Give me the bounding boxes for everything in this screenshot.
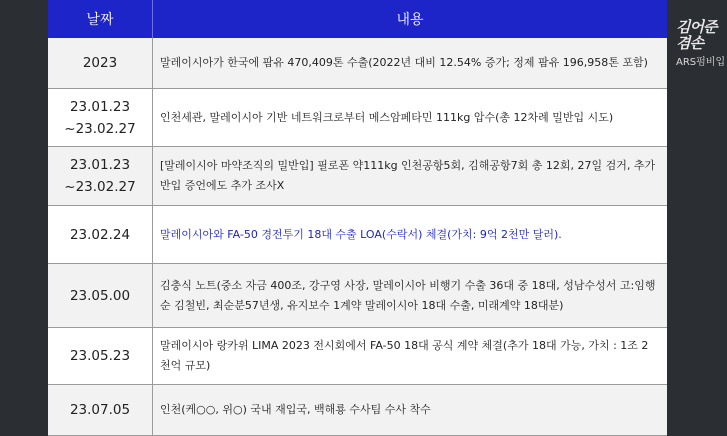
channel-logo — [676, 20, 726, 70]
table-row — [48, 38, 667, 89]
table-row — [48, 328, 667, 385]
row-content: 말레이시아와 FA-50 경전투기 18대 수출 LOA(수락서) 체결(가치: 9억 2천만 달러). — [160, 227, 562, 241]
row-date: 23.02.24 — [48, 206, 153, 263]
table-row — [48, 385, 667, 436]
row-content: 말레이시아 랑카위 LIMA 2023 전시회에서 FA-50 18대 공식 계약 체결(추가 18대 가능, 가치 : 1조 2천억 규모) — [160, 339, 649, 372]
row-date: 23.05.23 — [48, 328, 153, 384]
timeline-table — [48, 0, 667, 436]
table-row — [48, 89, 667, 147]
left-background — [0, 0, 48, 436]
logo-line1: 김어준 — [676, 18, 717, 36]
logo-sub: ARS펌비입 — [676, 57, 726, 68]
row-content: [말레이시아 마약조직의 밀반입] 필로폰 약111kg 인천공항5회, 김해공항7회 총 12회, 27일 검거, 추가 반입 증언에도 추가 조사X — [160, 159, 656, 192]
row-content: 인천세관, 말레이시아 기반 네트워크로부터 메스암페타민 111kg 압수(총 12차례 밀반입 시도) — [160, 110, 614, 124]
row-date: 2023 — [48, 38, 153, 88]
table-header — [48, 0, 667, 38]
row-date: 23.05.00 — [48, 264, 153, 327]
table-row — [48, 264, 667, 328]
row-date: 23.07.05 — [48, 385, 153, 435]
row-date: 23.01.23 ~23.02.27 — [48, 147, 153, 205]
header-content: 내용 — [396, 12, 424, 28]
table-row — [48, 206, 667, 264]
row-date: 23.01.23 ~23.02.27 — [48, 89, 153, 146]
row-content: 말레이시아가 한국에 팜유 470,409톤 수출(2022년 대비 12.54% 증가; 정제 팜유 196,958톤 포함) — [160, 56, 648, 69]
row-content: 김충식 노트(중소 자금 400조, 강구영 사장, 말레이시아 비행기 수출 36대 중 18대, 성남수성서 고:임행순 김철빈, 최순분57년생, 유지보수 1계약 말레이시아 18대 수출, 미래계약 18대분) — [160, 278, 656, 312]
header-date: 날짜 — [48, 0, 153, 38]
row-content: 인천(케○○, 위○) 국내 재입국, 백해룡 수사팀 수사 착수 — [160, 403, 431, 416]
table-row — [48, 147, 667, 206]
logo-line2: 겸손 — [676, 34, 703, 52]
